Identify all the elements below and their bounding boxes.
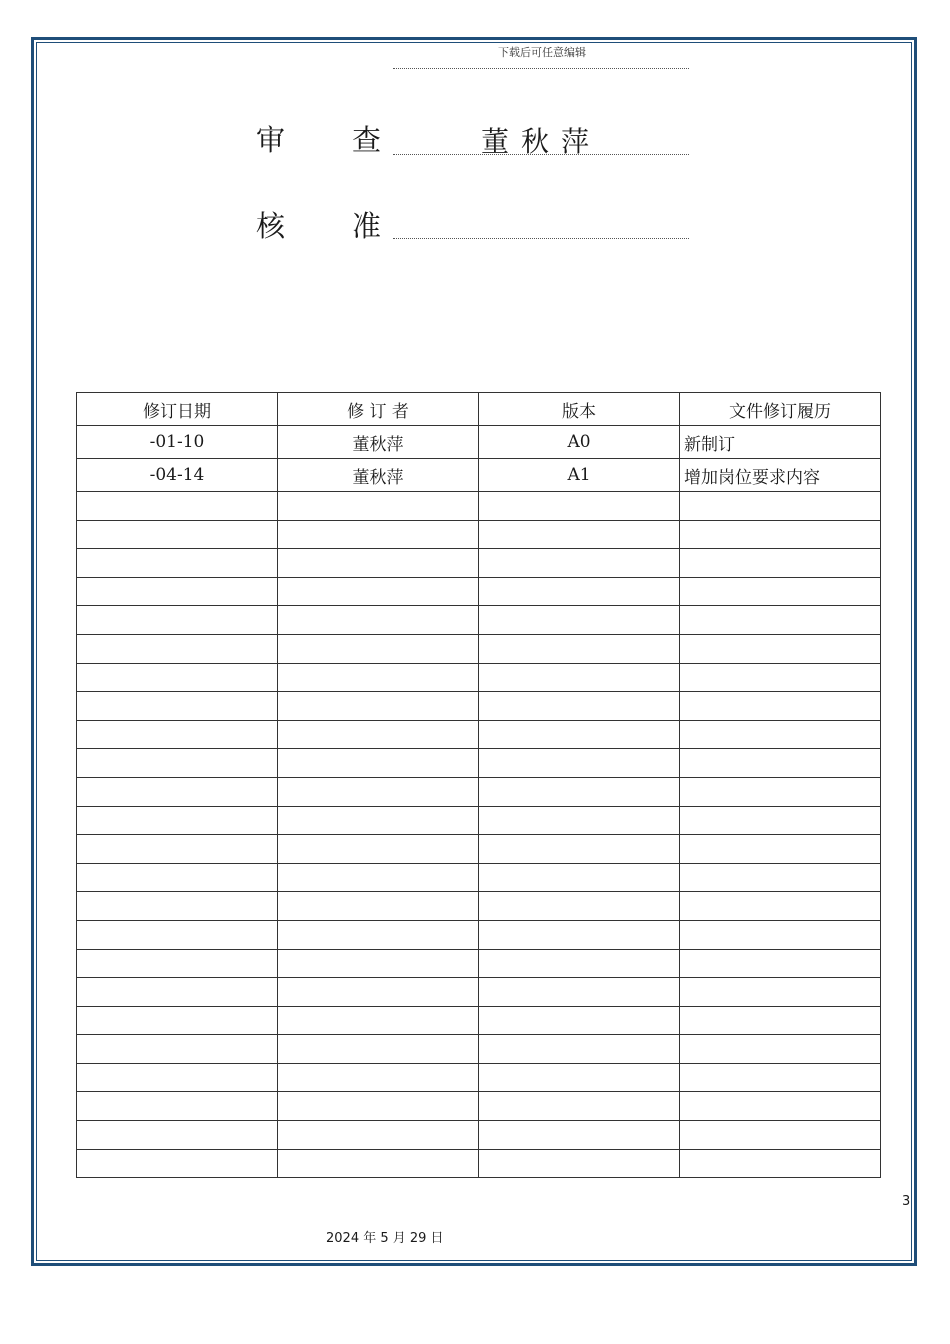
empty-cell	[77, 1092, 278, 1121]
empty-cell	[680, 606, 881, 635]
empty-cell	[77, 1006, 278, 1035]
empty-cell	[479, 520, 680, 549]
empty-cell	[77, 692, 278, 721]
empty-table-row	[77, 1006, 881, 1035]
empty-cell	[278, 1063, 479, 1092]
empty-cell	[77, 634, 278, 663]
empty-cell	[77, 549, 278, 578]
empty-cell	[680, 720, 881, 749]
empty-cell	[680, 577, 881, 606]
cell-history: 增加岗位要求内容	[680, 459, 881, 492]
empty-cell	[479, 577, 680, 606]
table-row	[77, 459, 881, 492]
empty-table-row	[77, 835, 881, 864]
empty-cell	[278, 1121, 479, 1150]
approve-label-char-2: 准	[352, 209, 382, 243]
empty-cell	[479, 863, 680, 892]
empty-cell	[278, 892, 479, 921]
revision-history-table	[76, 392, 881, 1178]
empty-cell	[680, 1121, 881, 1150]
empty-table-row	[77, 863, 881, 892]
empty-cell	[479, 978, 680, 1007]
empty-cell	[278, 863, 479, 892]
header-note: 下载后可任意编辑	[498, 46, 586, 59]
empty-cell	[278, 1006, 479, 1035]
empty-cell	[278, 949, 479, 978]
empty-cell	[77, 492, 278, 521]
empty-cell	[680, 892, 881, 921]
empty-table-row	[77, 1035, 881, 1064]
header-revision-history: 文件修订履历	[680, 393, 881, 426]
review-label-char-2: 查	[352, 123, 382, 157]
empty-cell	[479, 492, 680, 521]
review-signature-line	[393, 154, 689, 155]
approve-signature-line	[393, 238, 689, 239]
empty-cell	[479, 606, 680, 635]
empty-cell	[278, 777, 479, 806]
empty-cell	[680, 863, 881, 892]
empty-cell	[278, 1149, 479, 1178]
empty-cell	[680, 777, 881, 806]
empty-cell	[680, 978, 881, 1007]
empty-table-row	[77, 806, 881, 835]
empty-table-row	[77, 492, 881, 521]
footer-date: 2024 年 5 月 29 日	[326, 1231, 444, 1246]
empty-cell	[278, 920, 479, 949]
empty-cell	[278, 634, 479, 663]
cell-reviser: 董秋萍	[278, 426, 479, 459]
empty-cell	[278, 1092, 479, 1121]
empty-cell	[479, 920, 680, 949]
empty-cell	[77, 949, 278, 978]
empty-cell	[479, 634, 680, 663]
empty-cell	[77, 806, 278, 835]
empty-cell	[479, 663, 680, 692]
empty-table-row	[77, 606, 881, 635]
empty-cell	[278, 692, 479, 721]
empty-cell	[680, 920, 881, 949]
empty-cell	[479, 777, 680, 806]
empty-cell	[479, 1149, 680, 1178]
empty-cell	[278, 520, 479, 549]
empty-cell	[680, 492, 881, 521]
approve-label-char-1: 核	[256, 209, 286, 243]
empty-cell	[77, 892, 278, 921]
empty-cell	[77, 835, 278, 864]
empty-cell	[479, 692, 680, 721]
empty-cell	[680, 1063, 881, 1092]
empty-cell	[77, 720, 278, 749]
empty-cell	[680, 749, 881, 778]
empty-cell	[77, 520, 278, 549]
empty-cell	[479, 549, 680, 578]
empty-table-row	[77, 1092, 881, 1121]
review-signature-value: 董秋萍	[480, 125, 601, 158]
empty-cell	[77, 606, 278, 635]
empty-cell	[680, 1149, 881, 1178]
empty-cell	[278, 978, 479, 1007]
empty-table-row	[77, 1149, 881, 1178]
empty-cell	[479, 1092, 680, 1121]
empty-table-row	[77, 749, 881, 778]
empty-cell	[479, 949, 680, 978]
empty-cell	[680, 520, 881, 549]
empty-cell	[479, 1006, 680, 1035]
header-revision-date: 修订日期	[77, 393, 278, 426]
cell-date: -04-14	[77, 459, 278, 492]
empty-cell	[680, 1006, 881, 1035]
cell-reviser: 董秋萍	[278, 459, 479, 492]
empty-cell	[77, 577, 278, 606]
empty-cell	[278, 663, 479, 692]
empty-cell	[479, 806, 680, 835]
empty-cell	[479, 1121, 680, 1150]
table-header-row	[77, 393, 881, 426]
empty-table-row	[77, 1121, 881, 1150]
header-reviser: 修 订 者	[278, 393, 479, 426]
empty-cell	[479, 749, 680, 778]
empty-cell	[77, 863, 278, 892]
empty-cell	[479, 720, 680, 749]
empty-table-row	[77, 634, 881, 663]
empty-cell	[278, 749, 479, 778]
empty-cell	[680, 806, 881, 835]
cell-version: A1	[479, 459, 680, 492]
empty-cell	[278, 492, 479, 521]
header-version: 版本	[479, 393, 680, 426]
empty-table-row	[77, 663, 881, 692]
page-number: 3	[902, 1194, 911, 1209]
cell-date: -01-10	[77, 426, 278, 459]
empty-cell	[278, 720, 479, 749]
empty-cell	[278, 835, 479, 864]
empty-cell	[77, 920, 278, 949]
empty-cell	[77, 1121, 278, 1150]
empty-cell	[680, 634, 881, 663]
empty-cell	[680, 835, 881, 864]
empty-cell	[680, 949, 881, 978]
empty-cell	[77, 663, 278, 692]
empty-table-row	[77, 978, 881, 1007]
empty-cell	[77, 749, 278, 778]
header-rule	[393, 68, 689, 69]
empty-cell	[479, 1063, 680, 1092]
empty-table-row	[77, 920, 881, 949]
empty-table-row	[77, 720, 881, 749]
empty-cell	[278, 1035, 479, 1064]
empty-table-row	[77, 549, 881, 578]
empty-cell	[77, 1035, 278, 1064]
cell-history: 新制订	[680, 426, 881, 459]
empty-cell	[278, 549, 479, 578]
empty-table-row	[77, 949, 881, 978]
empty-cell	[680, 1092, 881, 1121]
empty-cell	[479, 1035, 680, 1064]
empty-table-row	[77, 777, 881, 806]
empty-cell	[77, 1149, 278, 1178]
empty-table-row	[77, 520, 881, 549]
empty-cell	[680, 1035, 881, 1064]
empty-table-row	[77, 892, 881, 921]
empty-cell	[479, 835, 680, 864]
empty-cell	[680, 663, 881, 692]
empty-cell	[77, 1063, 278, 1092]
empty-table-row	[77, 577, 881, 606]
review-label-char-1: 审	[256, 123, 286, 157]
empty-table-row	[77, 692, 881, 721]
empty-cell	[278, 606, 479, 635]
table-row	[77, 426, 881, 459]
cell-version: A0	[479, 426, 680, 459]
empty-cell	[77, 978, 278, 1007]
empty-cell	[278, 806, 479, 835]
empty-cell	[479, 892, 680, 921]
empty-cell	[278, 577, 479, 606]
empty-cell	[680, 549, 881, 578]
empty-table-row	[77, 1063, 881, 1092]
empty-cell	[680, 692, 881, 721]
empty-cell	[77, 777, 278, 806]
